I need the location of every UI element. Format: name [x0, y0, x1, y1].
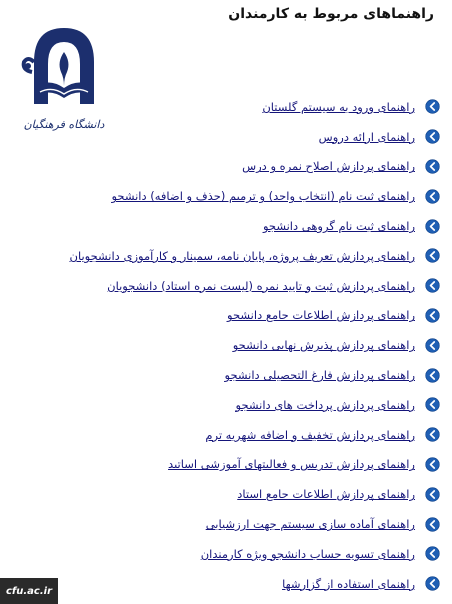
chevron-circle-icon — [425, 308, 440, 323]
guide-item[interactable] — [0, 479, 452, 509]
guide-item[interactable] — [0, 360, 452, 390]
page-title: راهنماهای مربوط به کارمندان — [228, 6, 434, 22]
guide-link[interactable]: راهنمای ثبت نام گروهی دانشجو — [262, 219, 415, 234]
chevron-circle-icon — [425, 427, 440, 442]
guide-link[interactable]: راهنمای تسویه حساب دانشجو ویژه کارمندان — [200, 546, 415, 561]
chevron-circle-icon — [425, 189, 440, 204]
guide-list — [0, 92, 452, 599]
guide-item[interactable] — [0, 241, 452, 271]
guide-link[interactable]: راهنمای پردازش تدریس و فعالیتهای آموزشی اساتید — [168, 457, 415, 472]
chevron-circle-icon — [425, 457, 440, 472]
guide-link[interactable]: راهنمای پردازش تعریف پروژه، پایان نامه، سمینار و کارآموزی دانشجویان — [69, 248, 415, 263]
guide-link[interactable]: راهنمای آماده سازی سیستم جهت ارزشیابی — [205, 517, 415, 532]
chevron-circle-icon — [425, 368, 440, 383]
guide-item[interactable] — [0, 92, 452, 122]
guide-item[interactable] — [0, 301, 452, 331]
chevron-circle-icon — [425, 517, 440, 532]
chevron-circle-icon — [425, 219, 440, 234]
chevron-circle-icon — [425, 159, 440, 174]
guide-item[interactable] — [0, 569, 452, 599]
logo-caption: دانشگاه فرهنگیان — [23, 118, 105, 131]
chevron-circle-icon — [425, 278, 440, 293]
guide-link[interactable]: راهنمای پردازش ثبت و تایید نمره (لیست نمره استاد) دانشجویان — [107, 278, 415, 293]
guide-item[interactable] — [0, 271, 452, 301]
guide-link[interactable]: راهنمای ثبت نام (انتخاب واحد) و ترمیم (حذف و اضافه) دانشجو — [111, 189, 415, 204]
guide-item[interactable] — [0, 390, 452, 420]
chevron-circle-icon — [425, 99, 440, 114]
guide-link[interactable]: راهنمای پردازش اطلاعات جامع استاد — [237, 487, 415, 502]
chevron-circle-icon — [425, 129, 440, 144]
guide-item[interactable] — [0, 420, 452, 450]
guide-item[interactable] — [0, 211, 452, 241]
guide-link[interactable]: راهنمای ورود به سیستم گلستان — [262, 99, 415, 114]
guide-link[interactable]: راهنمای پردازش اصلاح نمره و درس — [242, 159, 415, 174]
guide-link[interactable]: راهنمای پردازش اطلاعات جامع دانشجو — [227, 308, 415, 323]
guide-link[interactable]: راهنمای پردازش تخفیف و اضافه شهریه ترم — [205, 427, 415, 442]
guide-item[interactable] — [0, 509, 452, 539]
guide-link[interactable]: راهنمای پردازش پذیرش نهایی دانشجو — [232, 338, 415, 353]
chevron-circle-icon — [425, 576, 440, 591]
guide-link[interactable]: راهنمای ارائه دروس — [318, 129, 415, 144]
chevron-circle-icon — [425, 338, 440, 353]
chevron-circle-icon — [425, 487, 440, 502]
guide-link[interactable]: راهنمای پردازش فارغ التحصیلی دانشجو — [224, 368, 415, 383]
guide-link[interactable]: راهنمای استفاده از گزارشها — [282, 576, 415, 591]
guide-link[interactable]: راهنمای پردازش پرداخت های دانشجو — [235, 397, 415, 412]
guide-item[interactable] — [0, 330, 452, 360]
guide-item[interactable] — [0, 152, 452, 182]
guide-item[interactable] — [0, 539, 452, 569]
guide-item[interactable] — [0, 450, 452, 480]
guide-item[interactable] — [0, 122, 452, 152]
guide-item[interactable] — [0, 181, 452, 211]
chevron-circle-icon — [425, 546, 440, 561]
chevron-circle-icon — [425, 248, 440, 263]
chevron-circle-icon — [425, 397, 440, 412]
site-badge: cfu.ac.ir — [0, 578, 58, 604]
